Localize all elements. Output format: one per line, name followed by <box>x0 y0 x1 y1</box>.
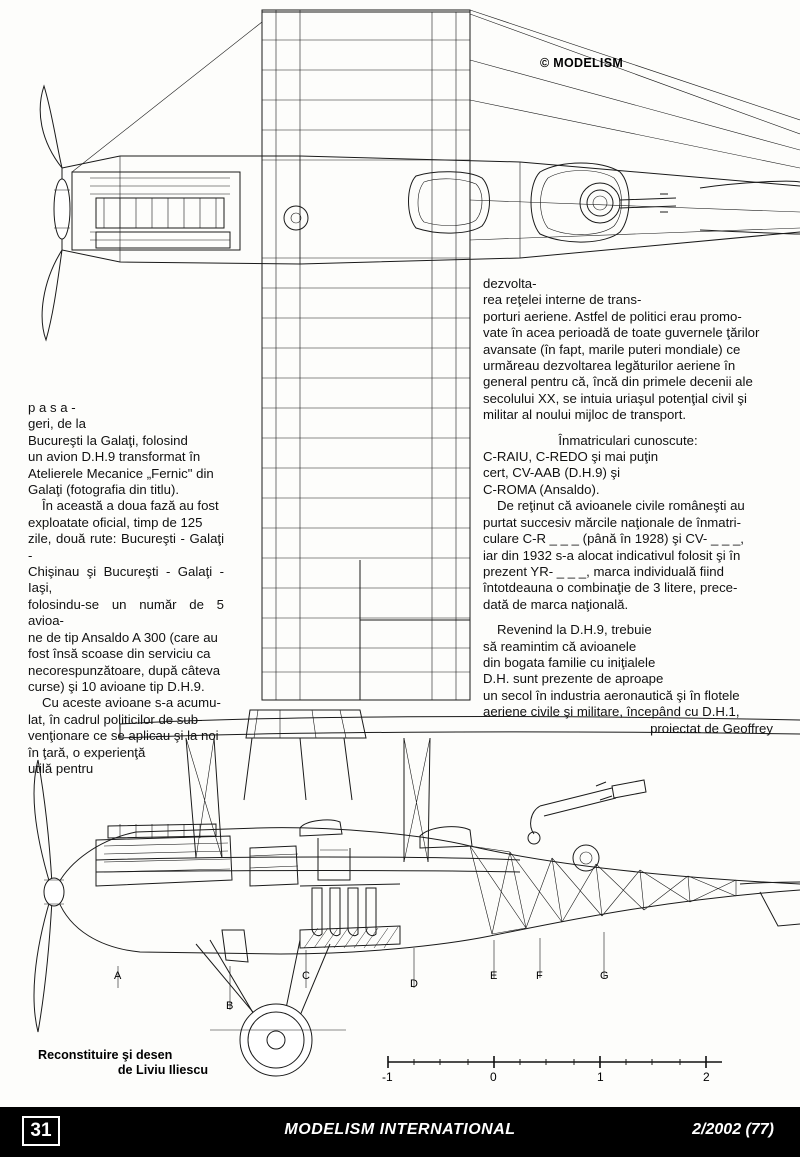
caption-line-1: Reconstituire şi desen <box>38 1048 173 1062</box>
right-line-15: purtat succesiv mărcile naţionale de înmatri- <box>483 514 741 530</box>
station-letter-f: F <box>536 970 543 982</box>
left-line-14: necorespunzătoare, după câteva <box>28 662 221 678</box>
right-line-3: porturi aeriene. Astfel de politici erau promo- <box>483 308 742 324</box>
page-number: 31 <box>22 1116 60 1146</box>
left-line-10: Chişinau şi Bucureşti - Galaţi - Iaşi, <box>28 564 224 596</box>
scale-label-1: 1 <box>597 1070 604 1084</box>
right-line-21: Revenind la D.H.9, trebuie <box>497 622 652 638</box>
right-line-2: rea reţelei interne de trans- <box>483 292 642 308</box>
left-text-column <box>28 400 224 777</box>
left-line-20: utilă pentru <box>28 760 94 776</box>
page-footer <box>0 1107 800 1157</box>
left-line-13: fost însă scoase din serviciu ca <box>28 646 211 662</box>
station-letter-d: D <box>410 978 418 990</box>
left-line-12: ne de tip Ansaldo A 300 (care au <box>28 629 218 645</box>
right-line-27: proiectat de Geoffrey <box>650 720 773 736</box>
right-line-1: dezvolta- <box>483 276 537 291</box>
right-line-13: C-ROMA (Ansaldo). <box>483 481 600 497</box>
left-line-17: lat, în cadrul politicilor de sub- <box>28 711 203 727</box>
right-line-14: De reţinut că avioanele civile româneşti au <box>497 498 745 514</box>
right-line-12: cert, CV-AAB (D.H.9) şi <box>483 465 621 481</box>
left-line-19: în ţară, o experienţă <box>28 744 146 760</box>
left-line-4: un avion D.H.9 transformat în <box>28 449 201 465</box>
right-line-11: C-RAIU, C-REDO şi mai puţin <box>483 449 659 465</box>
right-line-19: întotdeauna o combinaţie de 3 litere, prece- <box>483 580 738 596</box>
right-text-column <box>483 276 773 737</box>
scale-label-minus1: -1 <box>382 1070 393 1084</box>
right-line-9: militar al noului mijloc de transport. <box>483 407 687 423</box>
left-line-11: folosindu-se un număr de 5 avioa- <box>28 596 224 629</box>
right-line-6: urmăreau dezvoltarea legăturilor aeriene în <box>483 358 736 374</box>
left-line-6: Galaţi (fotografia din titlu). <box>28 482 179 498</box>
left-line-1: p a s a - <box>28 400 76 415</box>
left-line-15: curse) şi 10 avioane tip D.H.9. <box>28 678 205 694</box>
copyright-notice: © MODELISM <box>540 56 624 70</box>
left-line-7: În această a doua fază au fost <box>42 498 219 514</box>
right-line-10: Înmatriculari cunoscute: <box>558 432 698 448</box>
right-line-7: general pentru că, încă din primele decenii ale <box>483 374 753 390</box>
right-line-18: prezent YR- _ _ _, marca individuală fiind <box>483 563 724 579</box>
footer-issue-number: 2/2002 (77) <box>692 1121 774 1138</box>
right-line-16: culare C-R _ _ _ (până în 1928) şi CV- _ _ _, <box>483 531 744 547</box>
station-ticks <box>118 932 604 1010</box>
right-line-20: dată de marca naţională. <box>483 596 629 612</box>
left-line-16: Cu aceste avioane s-a acumu- <box>42 695 221 711</box>
right-line-8: secolului XX, se intuia uriaşul potenţial civil şi <box>483 390 747 406</box>
station-letter-b: B <box>226 1000 234 1012</box>
station-letter-g: G <box>600 970 609 982</box>
scale-label-0: 0 <box>490 1070 497 1084</box>
caption-line-2: de Liviu Iliescu <box>117 1063 209 1077</box>
right-line-22: să reamintim că avioanele <box>483 638 637 654</box>
drawing-caption <box>38 1048 288 1078</box>
left-line-9: zile, două rute: Bucureşti - Galaţi - <box>28 531 224 563</box>
right-line-17: iar din 1932 s-a alocat indicativul folosit şi în <box>483 547 741 563</box>
scale-label-2: 2 <box>703 1070 710 1084</box>
left-line-18: venţionare ce se aplicau şi la noi <box>28 728 219 744</box>
right-line-24: D.H. sunt prezente de aproape <box>483 671 664 687</box>
station-letter-e: E <box>490 970 498 982</box>
station-letter-a: A <box>114 970 122 982</box>
footer-magazine-title: MODELISM INTERNATIONAL <box>284 1121 516 1138</box>
left-line-8: exploatate oficial, timp de 125 <box>28 514 203 530</box>
right-line-26: aeriene civile şi militare, începând cu D.H.1, <box>483 704 740 720</box>
left-line-2: geri, de la <box>28 416 86 432</box>
right-line-5: avansate (în fapt, marile puteri mondiale) ce <box>483 341 741 357</box>
right-line-23: din bogata familie cu iniţialele <box>483 654 656 670</box>
left-line-5: Atelierele Mecanice „Fernic" din <box>28 465 214 481</box>
right-line-4: vate în acea perioadă de toate guvernele ţărilor <box>483 325 760 341</box>
scale-bar <box>388 1056 722 1068</box>
station-letter-c: C <box>302 970 310 982</box>
right-line-25: un secol în industria aeronautică şi în flotele <box>483 687 740 703</box>
left-line-3: Bucureşti la Galaţi, folosind <box>28 432 188 448</box>
